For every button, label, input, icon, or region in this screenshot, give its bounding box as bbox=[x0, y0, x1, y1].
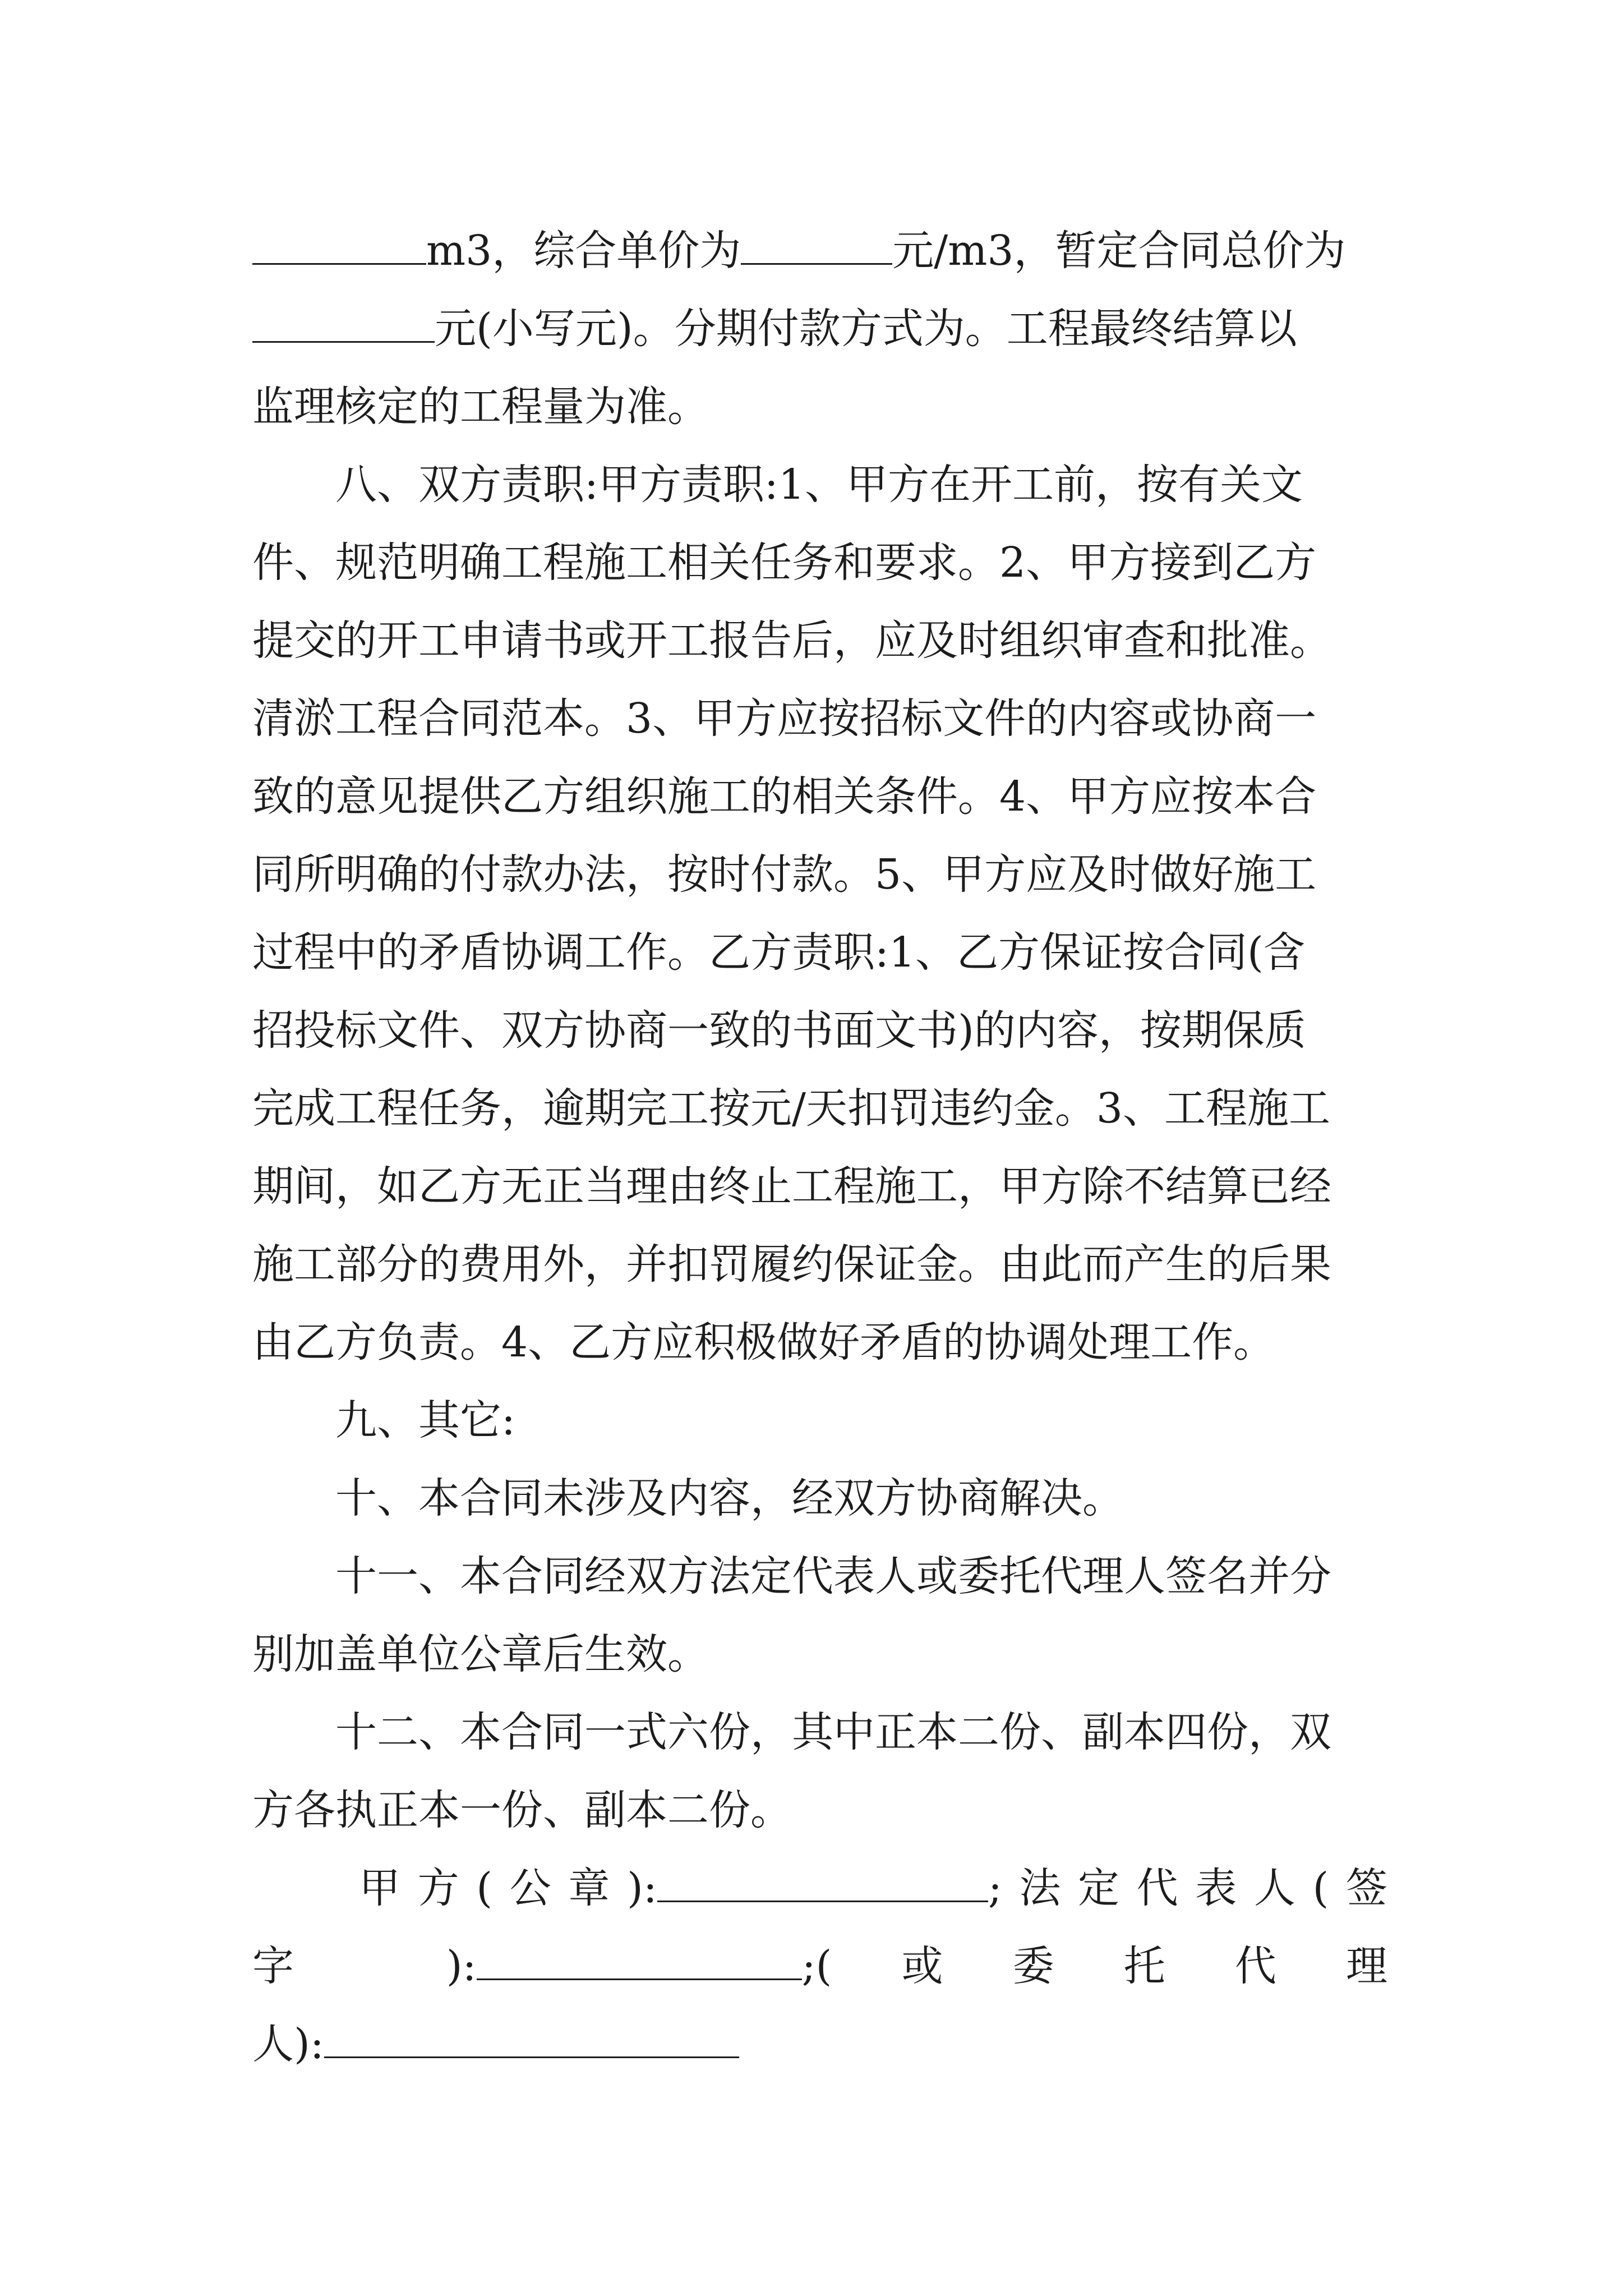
total-line bbox=[252, 290, 1387, 368]
legal-rep-label: ;法定代表人(签 bbox=[988, 1864, 1387, 1912]
clause-8-line: 完成工程任务，逾期完工按元/天扣罚违约金。3、工程施工 bbox=[252, 1084, 1331, 1133]
signature-close: ): bbox=[446, 1942, 477, 1990]
agent-label: ;(或委托代理 bbox=[801, 1942, 1387, 1990]
clause-8-line: 期间，如乙方无正当理由终止工程施工，甲方除不结算已经 bbox=[252, 1162, 1331, 1211]
clause-8-line: 清淤工程合同范本。3、甲方应按招标文件的内容或协商一 bbox=[252, 694, 1317, 743]
signature-line-2 bbox=[252, 1927, 1387, 2005]
signature-line-1 bbox=[252, 1849, 1387, 1927]
price-line bbox=[252, 212, 1387, 290]
total-price-label: 元/m3，暂定合同总价为 bbox=[892, 227, 1346, 275]
quantity-blank bbox=[252, 230, 426, 265]
payment-text: 元(小写元)。分期付款方式为。工程最终结算以 bbox=[435, 305, 1297, 353]
clause-8-line: 同所明确的付款办法，按时付款。5、甲方应及时做好施工 bbox=[252, 850, 1317, 899]
unit-price-label: m3，综合单价为 bbox=[426, 227, 741, 275]
settlement-line: 监理核定的工程量为准。 bbox=[252, 383, 709, 431]
clause-8-line: 由乙方负责。4、乙方应积极做好矛盾的协调处理工作。 bbox=[252, 1318, 1275, 1366]
clause-8-line: 过程中的矛盾协调工作。乙方责职:1、乙方保证按合同(含 bbox=[252, 928, 1305, 977]
clause-11-line: 十一、本合同经双方法定代表人或委托代理人签名并分 bbox=[335, 1552, 1331, 1600]
clause-9: 九、其它: bbox=[335, 1396, 515, 1444]
clause-10: 十、本合同未涉及内容，经双方协商解决。 bbox=[335, 1474, 1124, 1522]
clause-8-line: 八、双方责职:甲方责职:1、甲方在开工前，按有关文 bbox=[335, 461, 1303, 509]
party-a-seal-blank bbox=[657, 1867, 988, 1902]
total-price-blank bbox=[252, 308, 435, 343]
clause-11-line: 别加盖单位公章后生效。 bbox=[252, 1630, 709, 1678]
clause-8-line: 施工部分的费用外，并扣罚履约保证金。由此而产生的后果 bbox=[252, 1240, 1331, 1289]
agent-signature-blank bbox=[324, 2023, 739, 2058]
clause-8-line: 提交的开工申请书或开工报告后，应及时组织审查和批准。 bbox=[252, 616, 1331, 665]
signature-line-3 bbox=[252, 2005, 1387, 2083]
clause-12-line: 方各执正本一份、副本二份。 bbox=[252, 1786, 792, 1834]
clause-8-line: 招投标文件、双方协商一致的书面文书)的内容，按期保质 bbox=[252, 1006, 1306, 1055]
clause-12-line: 十二、本合同一式六份，其中正本二份、副本四份，双 bbox=[335, 1708, 1331, 1756]
party-a-seal-label: 甲方(公章): bbox=[359, 1864, 657, 1912]
clause-8-line: 致的意见提供乙方组织施工的相关条件。4、甲方应按本合 bbox=[252, 772, 1317, 821]
contract-page bbox=[252, 212, 1387, 2083]
clause-8-line: 件、规范明确工程施工相关任务和要求。2、甲方接到乙方 bbox=[252, 539, 1317, 587]
agent-label-end: 人): bbox=[252, 2020, 324, 2068]
unit-price-blank bbox=[741, 230, 892, 265]
signature-char: 字 bbox=[252, 1942, 364, 1990]
legal-rep-signature-blank bbox=[477, 1945, 802, 1980]
